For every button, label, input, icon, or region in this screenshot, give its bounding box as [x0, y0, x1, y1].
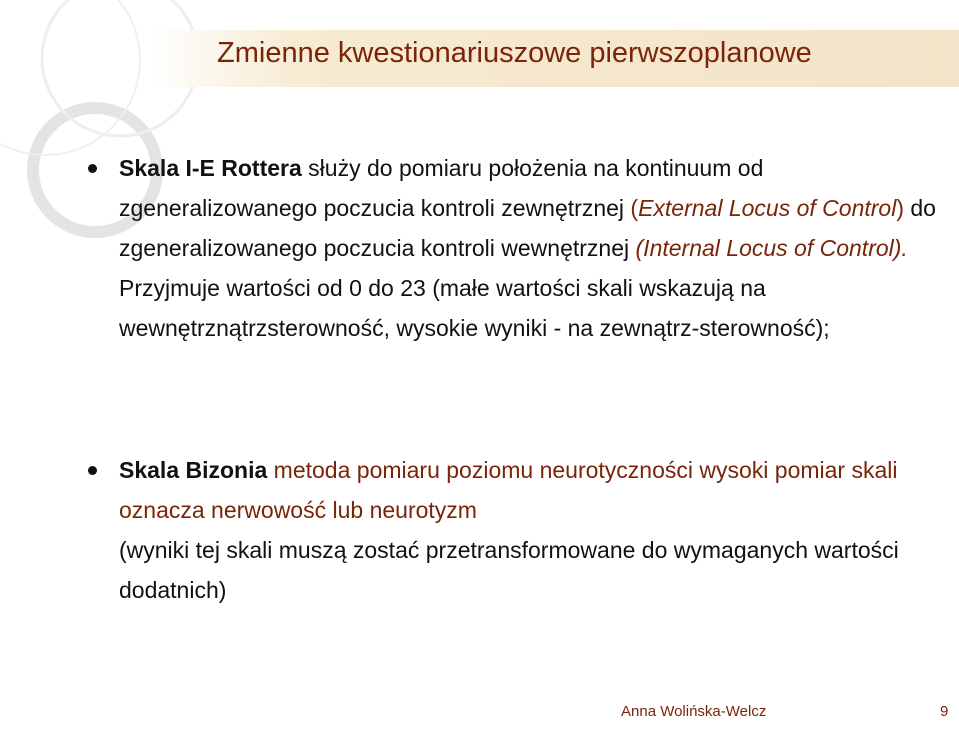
- bizonia-text-1: metoda pomiaru poziomu neurotyczności wysoki pomiar skali oznacza nerwowość lub neurotyzm: [119, 457, 898, 523]
- term-bizonia: Skala Bizonia: [119, 457, 268, 483]
- external-locus: External Locus of Control: [638, 195, 897, 221]
- slide-title: Zmienne kwestionariuszowe pierwszoplanowe: [217, 37, 812, 69]
- page-number: 9: [940, 703, 949, 720]
- bullet-bizonia: [78, 450, 938, 610]
- bullet-dot: [88, 466, 97, 475]
- rotter-text-3: Przyjmuje wartości od 0 do 23 (małe wartości skali wskazują na wewnętrznątrzsterowność, wysokie wyniki - na zewnątrz-sterowność);: [119, 275, 830, 341]
- paren-open: (: [630, 195, 639, 221]
- bullet-dot: [88, 164, 97, 173]
- term-rotter: Skala I-E Rottera: [119, 155, 302, 181]
- bizonia-text-2: (wyniki tej skali muszą zostać przetransformowane do wymaganych wartości dodatnich): [119, 537, 899, 603]
- internal-locus: (Internal Locus of Control).: [635, 235, 908, 261]
- paren-close: ): [896, 195, 904, 221]
- rotter-text-1: służy do pomiaru położenia na kontinuum od zgeneralizowanego poczucia kontroli zewnętrznej: [119, 155, 764, 221]
- rotter-text-2: do zgeneralizowanego poczucia kontroli wewnętrznej: [119, 195, 936, 261]
- footer-author: Anna Wolińska-Welcz: [621, 703, 767, 720]
- bullet-rotter: [78, 148, 938, 348]
